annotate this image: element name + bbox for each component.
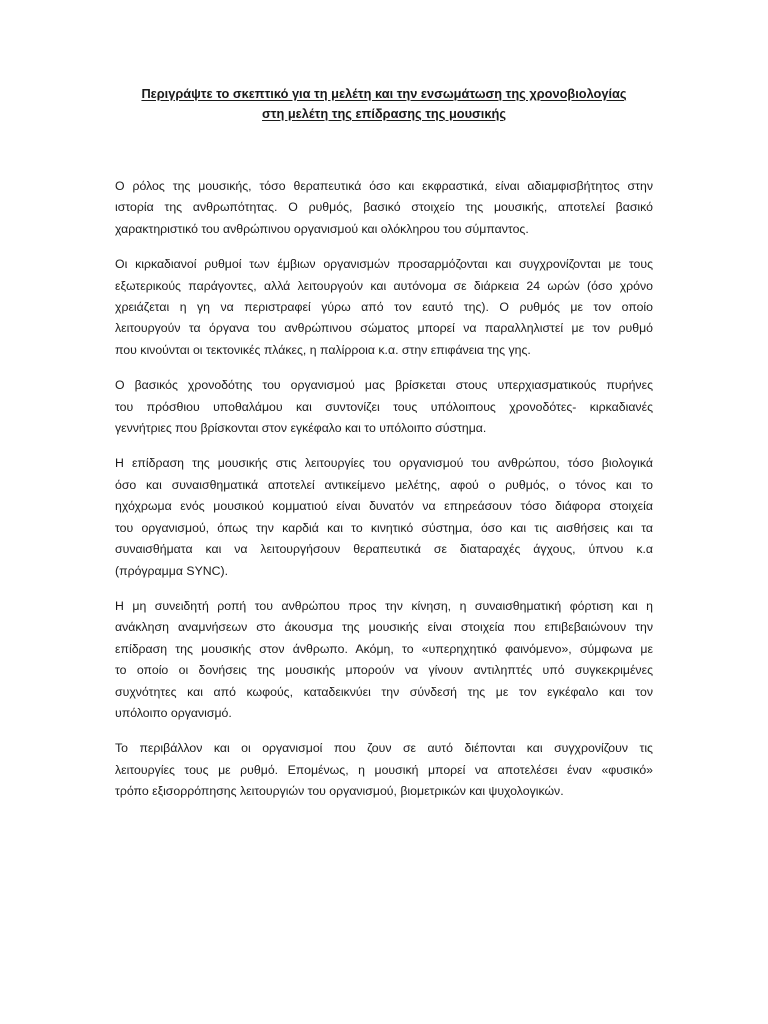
paragraph-line: όσο και συναισθηματικά αποτελεί αντικείμενο μελέτης, αφού ο ρυθμός, ο τόνος και το [115,477,653,492]
paragraph-line: (πρόγραμμα SYNC). [115,563,229,578]
paragraph-line: Οι κιρκαδιανοί ρυθμοί των έμβιων οργανισμών προσαρμόζονται και συγχρονίζονται με τους [115,257,653,272]
paragraph-line: του οργανισμού, όπως την καρδιά και το κινητικό σύστημα, όσο και τις αισθήσεις και τα [115,520,653,535]
paragraph [115,176,653,240]
paragraph-line: Το περιβάλλον και οι οργανισμοί που ζουν σε αυτό διέπονται και συγχρονίζουν τις [115,741,653,756]
paragraph-line: χρειάζεται η γη να περιστραφεί γύρω από τον εαυτό της). Ο ρυθμός με τον οποίο [115,300,653,315]
paragraph-line: εξωτερικούς παράγοντες, αλλά λειτουργούν και αυτόνομα σε διάρκεια 24 ωρών (όσο χρόνο [115,278,653,293]
document-title-line: Περιγράψτε το σκεπτικό για τη μελέτη και την ενσωμάτωση της χρονοβιολογίας [141,86,627,101]
paragraph-line: Ο ρόλος της μουσικής, τόσο θεραπευτικά όσο και εκφραστικά, είναι αδιαμφισβήτητος στην [115,179,653,193]
paragraph-line: Η επίδραση της μουσικής στις λειτουργίες του οργανισμού του ανθρώπου, τόσο βιολογικά [115,456,653,471]
paragraph-line: Ο βασικός χρονοδότης του οργανισμού μας βρίσκεται στους υπερχιασματικούς πυρήνες [115,378,653,393]
paragraph-line: τρόπο εξισορρόπησης λειτουργιών του οργανισμού, βιομετρικών και ψυχολογικών. [115,784,564,799]
paragraph-line: χαρακτηριστικό του ανθρώπινου οργανισμού και ολόκληρου του σύμπαντος. [115,221,529,236]
paragraph-line: που κινούνται οι τεκτονικές πλάκες, η παλίρροια κ.α. στην επιφάνεια της γης. [115,342,531,357]
paragraph-line: το οποίο οι δονήσεις της μουσικής μπορούν να γίνουν αντιληπτές υπό συγκεκριμένες [115,663,653,678]
paragraph-line: Η μη συνειδητή ροπή του ανθρώπου προς την κίνηση, η συναισθηματική φόρτιση και η [115,598,653,613]
paragraph-line: επίδραση της μουσικής στον άνθρωπο. Ακόμη, το «υπερηχητικό φαινόμενο», σύμφωνα με [115,641,653,656]
paragraph-line: συχνότητες και από κωφούς, καταδεικνύει την σύνδεσή της με τον εγκέφαλο και τον [115,684,653,699]
paragraph-line: ηχόχρωμα ενός μουσικού κομματιού είναι δυνατόν να επηρεάσουν τόσο διάφορα στοιχεία [115,499,653,514]
paragraph-line: του πρόσθιου υποθαλάμου και συντονίζει τους υπόλοιπους χρονοδότες- κιρκαδιανές [115,399,653,414]
paragraph-line: ανάκληση αναμνήσεων στο άκουσμα της μουσικής είναι στοιχεία που επιβεβαιώνουν την [115,620,653,635]
paragraph [115,254,653,361]
paragraph-line: συναισθήματα και να λειτουργήσουν θεραπευτικά σε διαταραχές άγχους, ύπνου κ.α [115,542,653,557]
paragraph-line: λειτουργίες τους με ρυθμό. Επομένως, η μουσική μπορεί να αποτελέσει έναν «φυσικό» [115,762,653,777]
document-title [115,84,653,124]
document-body [115,176,653,803]
paragraph [115,738,653,802]
paragraph [115,375,653,439]
document-title-line: στη μελέτη της επίδρασης της μουσικής [262,106,506,121]
paragraph-line: υπόλοιπο οργανισμό. [115,705,232,720]
paragraph [115,453,653,581]
paragraph-line: λειτουργούν τα όργανα του ανθρώπινου σώματος μπορεί να παραλληλιστεί με τον ρυθμό [115,321,653,336]
paragraph [115,596,653,724]
paragraph-line: ιστορία της ανθρωπότητας. Ο ρυθμός, βασικό στοιχείο της μουσικής, αποτελεί βασικό [115,200,653,215]
paragraph-line: γεννήτριες που βρίσκονται στον εγκέφαλο και το υπόλοιπο σύστημα. [115,421,487,436]
